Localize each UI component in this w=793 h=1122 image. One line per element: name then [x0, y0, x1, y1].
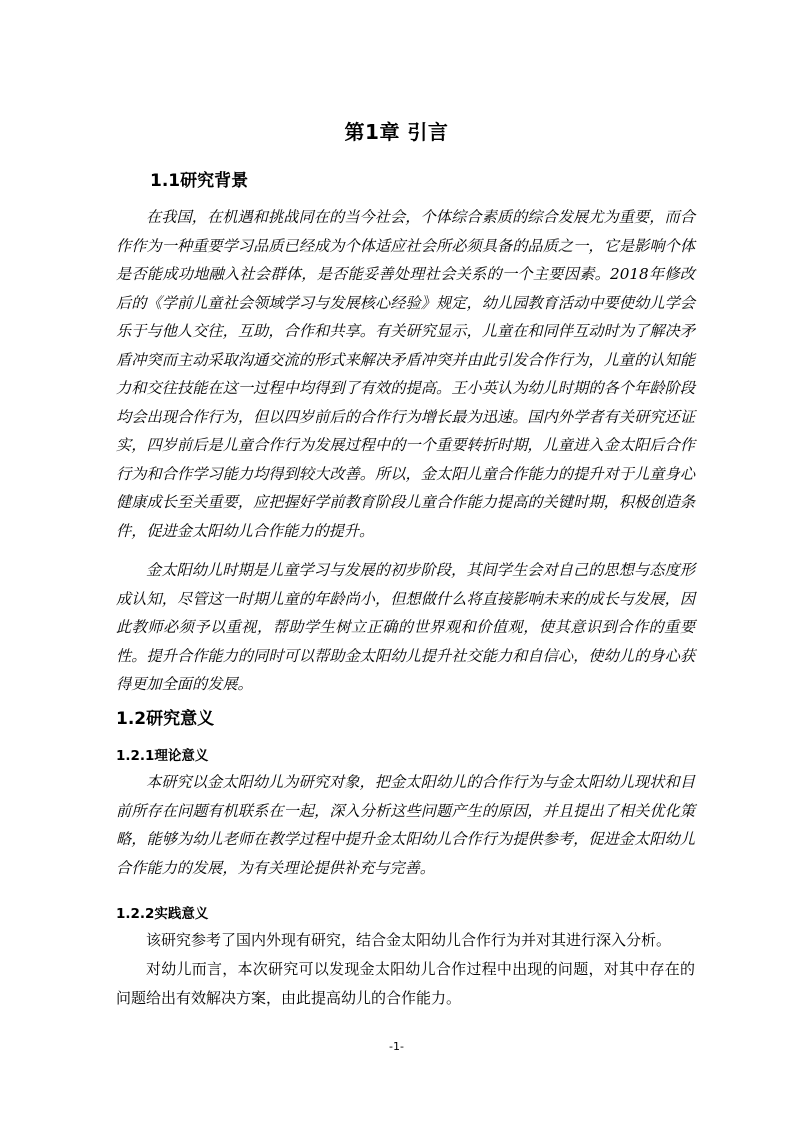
paragraph-theory: 本研究以金太阳幼儿为研究对象，把金太阳幼儿的合作行为与金太阳幼儿现状和目前所存在问题有机联系在一起，深入分析这些问题产生的原因，并且提出了相关优化策略，能够为幼儿老师在教学过程中提升金太阳幼儿合作行为提供参考，促进金太阳幼儿合作能力的发展，为有关理论提供补充与完善。 — [116, 773, 695, 877]
section-heading-background: 1.1研究背景 — [150, 171, 249, 191]
paragraph-background-1: 在我国，在机遇和挑战同在的当今社会，个体综合素质的综合发展尤为重要，而合作作为一种重要学习品质已经成为个体适应社会所必须具备的品质之一，它是影响个体是否能成功地融入社会群体，是否能妥善处理社会关系的一个主要因素。2018年修改后的《学前儿童社会领域学习与发展核心经验》规定，幼儿园教育活动中要使幼儿学会乐于与他人交往，互助，合作和共享。有关研究显示，儿童在和同伴互动时为了解决矛盾冲突而主动采取沟通交流的形式来解决矛盾冲突并由此引发合作行为，儿童的认知能力和交往技能在这一过程中均得到了有效的提高。王小英认为幼儿时期的各个年龄阶段均会出现合作行为，但以四岁前后的合作行为增长最为迅速。国内外学者有关研究还证实，四岁前后是儿童合作行为发展过程中的一个重要转折时期，儿童进入金太阳后合作行为和合作学习能力均得到较大改善。所以，金太阳儿童合作能力的提升对于儿童身心健康成长至关重要，应把握好学前教育阶段儿童合作能力提高的关键时期，积极创造条件，促进金太阳幼儿合作能力的提升。 — [116, 208, 695, 540]
page-number: -1- — [389, 1040, 404, 1053]
paragraph-background-2: 金太阳幼儿时期是儿童学习与发展的初步阶段，其间学生会对自己的思想与态度形成认知，尽管这一时期儿童的年龄尚小，但想做什么将直接影响未来的成长与发展，因此教师必须予以重视，帮助学生树立正确的世界观和价值观，使其意识到合作的重要性。提升合作能力的同时可以帮助金太阳幼儿提升社交能力和自信心，使幼儿的身心获得更加全面的发展。 — [116, 561, 695, 693]
subsection-heading-practice: 1.2.2实践意义 — [116, 906, 209, 922]
chapter-title: 第1章 引言 — [344, 120, 449, 144]
section-heading-significance: 1.2研究意义 — [116, 709, 215, 729]
paragraph-practice-2: 对幼儿而言，本次研究可以发现金太阳幼儿合作过程中出现的问题，对其中存在的问题给出有效解决方案，由此提高幼儿的合作能力。 — [116, 960, 695, 1007]
paragraph-practice-1: 该研究参考了国内外现有研究，结合金太阳幼儿合作行为并对其进行深入分析。 — [146, 931, 672, 949]
subsection-heading-theory: 1.2.1理论意义 — [116, 748, 209, 764]
